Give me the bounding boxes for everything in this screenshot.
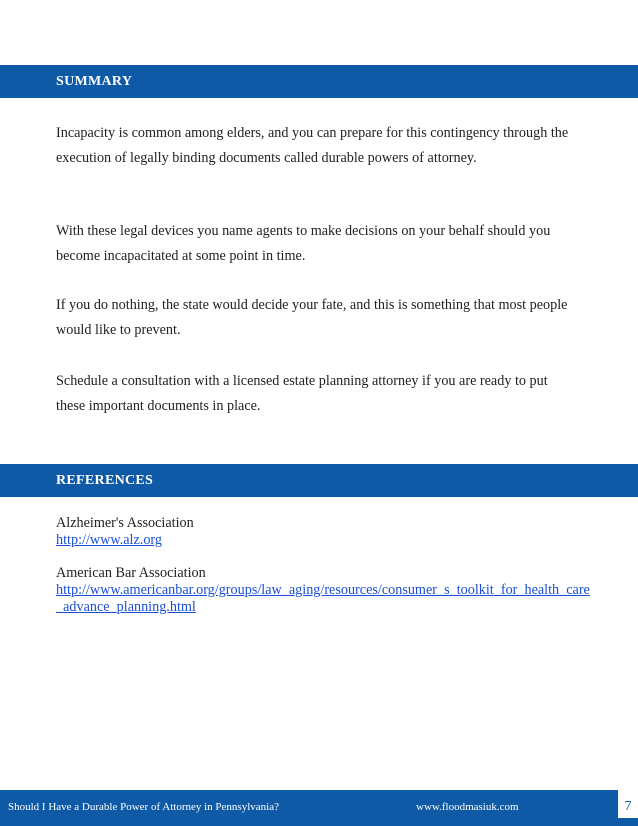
summary-heading: SUMMARY	[56, 74, 133, 89]
reference-link[interactable]: http://www.alz.org	[56, 532, 162, 548]
summary-paragraph: If you do nothing, the state would decide your fate, and this is something that most people would like to prevent.	[56, 297, 568, 338]
page-number: 7	[618, 790, 638, 818]
references-heading: REFERENCES	[56, 473, 154, 488]
summary-paragraph: With these legal devices you name agents to make decisions on your behalf should you become incapacitated at some point in time.	[56, 223, 551, 264]
reference-item	[56, 515, 596, 549]
reference-name: American Bar Association	[56, 565, 206, 581]
reference-item	[56, 565, 596, 616]
footer-bar	[0, 790, 638, 826]
references-header-band	[0, 464, 638, 497]
footer-website: www.floodmasiuk.com	[416, 801, 519, 813]
summary-paragraph: Schedule a consultation with a licensed estate planning attorney if you are ready to put these important documents in place.	[56, 373, 548, 414]
footer-document-title: Should I Have a Durable Power of Attorney in Pennsylvania?	[8, 801, 279, 813]
summary-header-band	[0, 65, 638, 98]
reference-name: Alzheimer's Association	[56, 515, 194, 531]
summary-paragraph: Incapacity is common among elders, and you can prepare for this contingency through the execution of legally binding documents called durable powers of attorney.	[56, 125, 569, 166]
reference-link[interactable]: http://www.americanbar.org/groups/law_aging/resources/consumer_s_toolkit_for_health_care_advance_planning.html	[56, 582, 590, 615]
